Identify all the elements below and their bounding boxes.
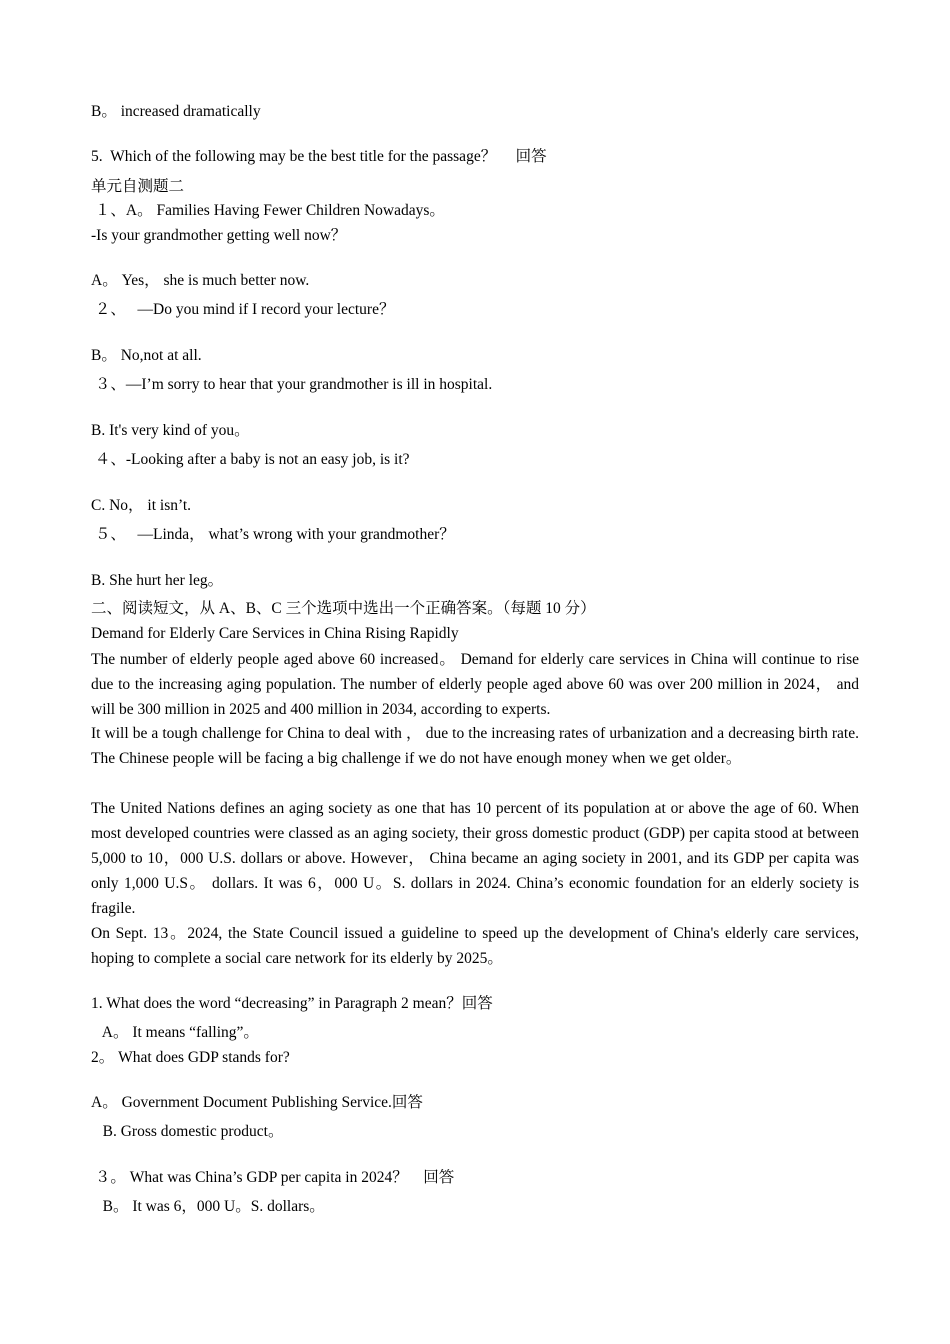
reading-question-2: 2。 What does GDP stands for? xyxy=(91,1049,290,1066)
passage-paragraph-3: The United Nations defines an aging society as one that has 10 percent of its population at or above the age of 60. When most developed countries were classed as an aging society, their gross domestic product (GDP) per capita stood at between 5,000 to 10，000 U.S. dollars or above. However， China became an aging society in 2001, and its GDP per capita was only 1,000 U.S。 dollars. It was 6，000 U。S. dollars in 2024. China’s economic foundation for an elderly society is fragile. xyxy=(91,800,859,917)
passage-title: Demand for Elderly Care Services in China Rising Rapidly xyxy=(91,625,459,642)
reading-option-a-2: A。 Government Document Publishing Service.回答 xyxy=(91,1094,423,1111)
dialogue-4-answer: C. No， it isn’t. xyxy=(91,497,192,514)
reading-answer-1: A。 It means “falling”。 xyxy=(91,1024,259,1041)
passage-paragraph-2: It will be a tough challenge for China to deal with ， due to the increasing rates of urbanization and a decreasing birth rate. The Chinese people will be facing a big challenge if we do not have enough money when we get older。 xyxy=(91,725,859,767)
reading-question-3: ３。 What was China’s GDP per capita in 2024？ 回答 xyxy=(91,1169,455,1186)
passage-paragraph-1: The number of elderly people aged above 60 increased。 Demand for elderly care services in China will continue to rise due to the increasing aging population. The number of elderly people aged above 60 was over 200 million in 2024， and will be 300 million in 2025 and 400 million in 2034, according to experts. xyxy=(91,651,859,718)
passage-paragraph-4: On Sept. 13。2024, the State Council issued a guideline to speed up the development of China's elderly care services, hoping to complete a social care network for its elderly by 2025。 xyxy=(91,925,859,967)
dialogue-3-answer: B. It's very kind of you。 xyxy=(91,422,250,439)
unit-test-heading: 单元自测题二 xyxy=(91,178,185,195)
answer-1: １、A。 Families Having Fewer Children Nowadays。 xyxy=(91,202,445,219)
prev-answer-b: B。 increased dramatically xyxy=(91,103,261,120)
dialogue-2-prompt: ２、 —Do you mind if I record your lecture？ xyxy=(91,301,395,318)
dialogue-1-prompt: -Is your grandmother getting well now？ xyxy=(91,227,347,244)
reading-answer-2: B. Gross domestic product。 xyxy=(91,1123,284,1140)
reading-question-1: 1. What does the word “decreasing” in Paragraph 2 mean？回答 xyxy=(91,995,493,1012)
reading-section-heading: 二、阅读短文，从 A、B、C 三个选项中选出一个正确答案。（每题 10 分） xyxy=(91,600,596,617)
dialogue-4-prompt: ４、-Looking after a baby is not an easy job, is it? xyxy=(91,451,410,468)
dialogue-5-prompt: ５、 —Linda， what’s wrong with your grandmother？ xyxy=(91,526,455,543)
dialogue-3-prompt: ３、—I’m sorry to hear that your grandmother is ill in hospital. xyxy=(91,376,493,393)
reading-answer-3: B。 It was 6，000 U。S. dollars。 xyxy=(91,1198,325,1215)
question-5: 5. Which of the following may be the best title for the passage？ 回答 xyxy=(91,148,547,165)
dialogue-1-answer: A。 Yes， she is much better now. xyxy=(91,272,310,289)
dialogue-2-answer: B。 No,not at all. xyxy=(91,347,202,364)
dialogue-5-answer: B. She hurt her leg。 xyxy=(91,572,224,589)
